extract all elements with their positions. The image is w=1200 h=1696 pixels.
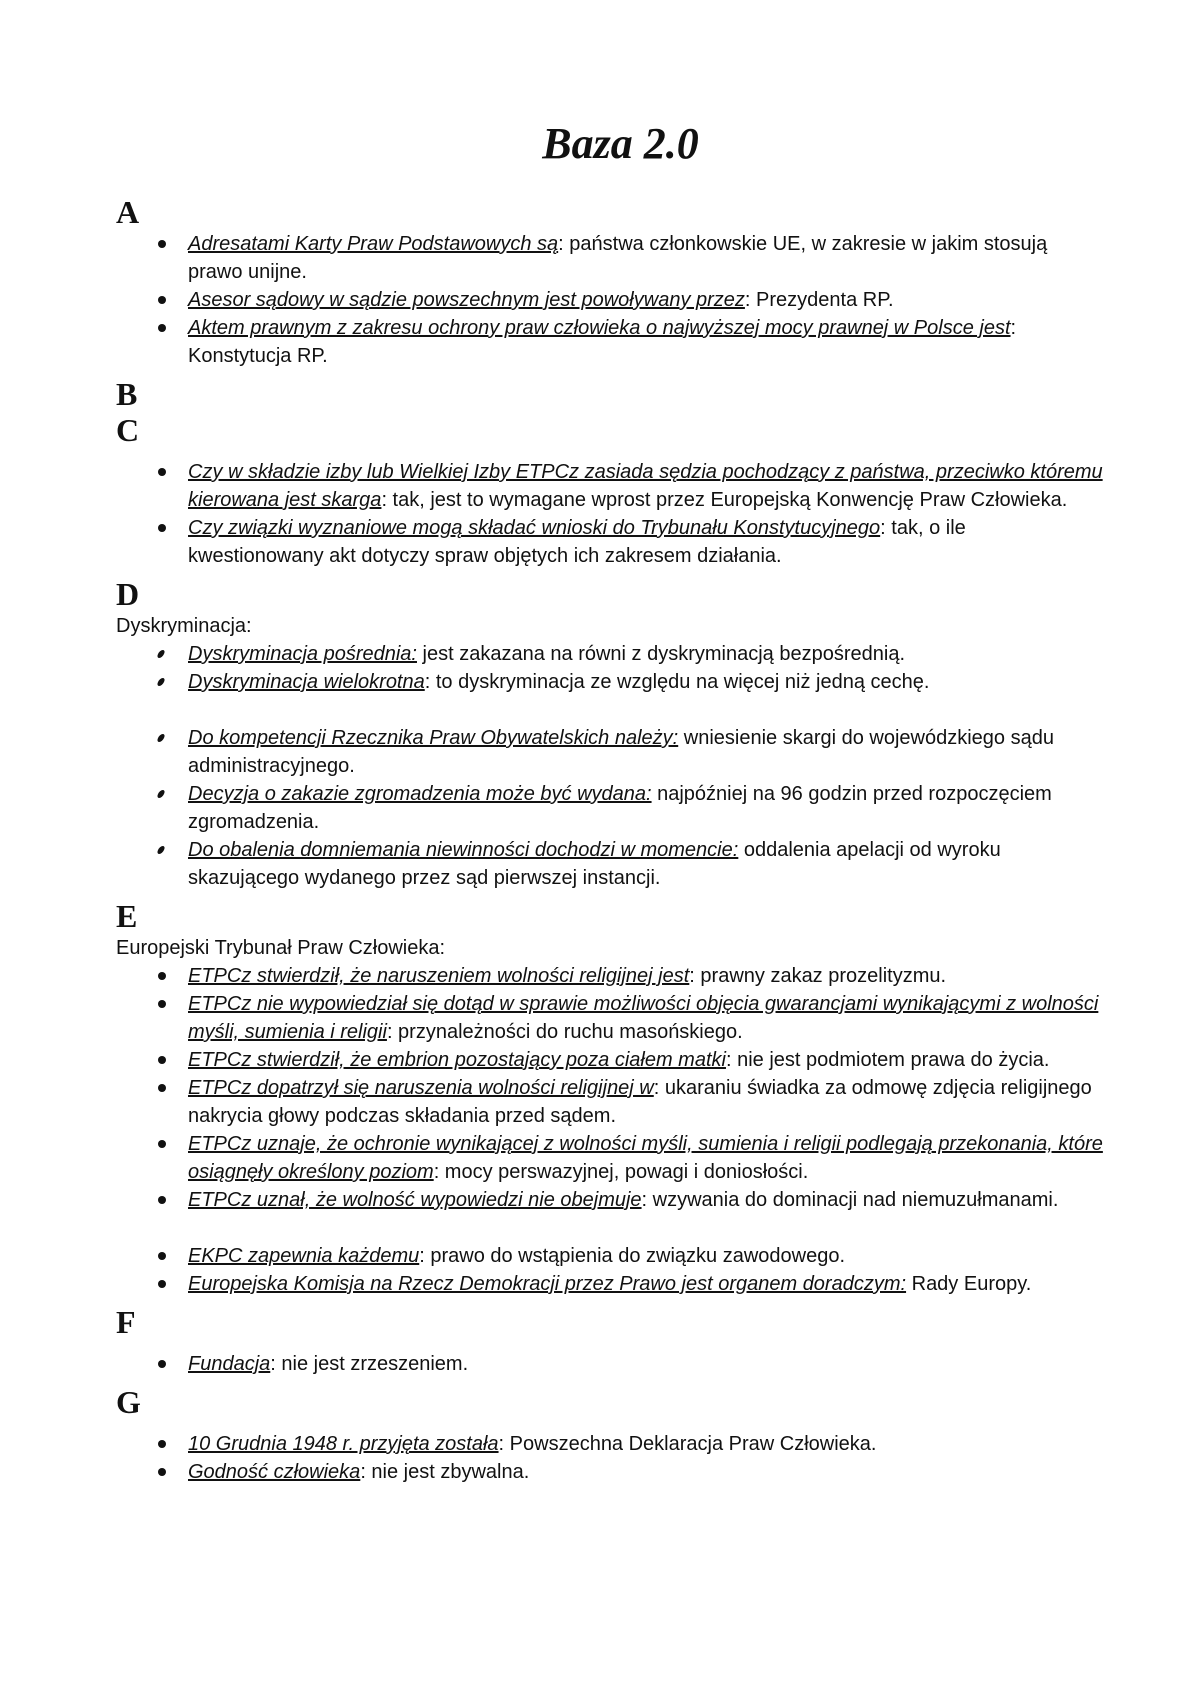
answer-text: : nie jest zbywalna. [360, 1461, 530, 1483]
section-letter-c: C [116, 412, 140, 448]
list-item [188, 668, 1105, 696]
question-text: Do obalenia domniemania niewinności dochodzi w momencie: [188, 839, 739, 861]
question-text: Dyskryminacja wielokrotna [188, 671, 425, 693]
answer-text: : tak, o ile kwestionowany akt dotyczy spraw objętych ich zakresem działania. [188, 517, 966, 567]
answer-text: : nie jest zrzeszeniem. [270, 1353, 469, 1375]
answer-text: : nie jest podmiotem prawa do życia. [725, 1049, 1050, 1071]
list-item [188, 1430, 1105, 1458]
list-item [188, 1458, 1105, 1486]
list-item [188, 1270, 1105, 1298]
section-d-list-2 [116, 724, 1105, 892]
question-text: Dyskryminacja pośrednia: [188, 643, 417, 665]
answer-text: : tak, jest to wymagane wprost przez Europejską Konwencję Praw Człowieka. [381, 489, 1068, 511]
list-item [188, 836, 1105, 892]
list-item [188, 314, 1105, 370]
list-item [188, 1130, 1105, 1186]
list-item [188, 1046, 1105, 1074]
question-text: Aktem prawnym z zakresu ochrony praw człowieka o najwyższej mocy prawnej w Polsce jest [188, 317, 1011, 339]
list-item [188, 514, 1105, 570]
question-text: EKPC zapewnia każdemu [188, 1245, 420, 1267]
section-letter-d: D [116, 576, 140, 612]
answer-text: : państwa członkowskie UE, w zakresie w jakim stosują prawo unijne. [188, 233, 1048, 283]
answer-text: : ukaraniu świadka za odmowę zdjęcia religijnego nakrycia głowy podczas składania przed sądem. [188, 1077, 1092, 1127]
section-c-list [116, 458, 1105, 570]
question-text: ETPCz uznaje, że ochronie wynikającej z wolności myśli, sumienia i religii podlegają przekonania, które osiągnęły określony poziom [188, 1133, 1103, 1183]
spacer [116, 1214, 1105, 1242]
answer-text: : prawny zakaz prozelityzmu. [689, 965, 947, 987]
question-text: 10 Grudnia 1948 r. przyjęta została [188, 1433, 499, 1455]
section-d-list [116, 640, 1105, 696]
section-letter-f: F [116, 1304, 136, 1340]
question-text: ETPCz stwierdził, że naruszeniem wolności religijnej jest [188, 965, 690, 987]
document-title: Baza 2.0 [542, 119, 699, 168]
section-letter-b: B [116, 376, 138, 412]
section-e-list [116, 962, 1105, 1214]
list-item [188, 286, 1105, 314]
list-item [188, 1074, 1105, 1130]
section-a-list [116, 230, 1105, 370]
question-text: Czy związki wyznaniowe mogą składać wnioski do Trybunału Konstytucyjnego [188, 517, 881, 539]
question-text: ETPCz nie wypowiedział się dotąd w sprawie możliwości objęcia gwarancjami wynikającymi z wolności myśli, sumienia i religii [188, 993, 1099, 1043]
answer-text: oddalenia apelacji od wyroku skazującego wydanego przez sąd pierwszej instancji. [188, 839, 1001, 889]
list-item [188, 1350, 1105, 1378]
list-item [188, 458, 1105, 514]
question-text: ETPCz stwierdził, że embrion pozostający poza ciałem matki [188, 1049, 726, 1071]
answer-text: jest zakazana na równi z dyskryminacją bezpośrednią. [416, 643, 906, 665]
section-e-list-2 [116, 1242, 1105, 1298]
list-item [188, 990, 1105, 1046]
section-letter-a: A [116, 194, 140, 230]
list-item [188, 640, 1105, 668]
question-text: Godność człowieka [188, 1461, 361, 1483]
question-text: Asesor sądowy w sądzie powszechnym jest powoływany przez [188, 289, 745, 311]
list-item [188, 1242, 1105, 1270]
question-text: Fundacja [188, 1353, 271, 1375]
list-item [188, 1186, 1105, 1214]
spacer [116, 696, 1105, 724]
question-text: ETPCz uznał, że wolność wypowiedzi nie obejmuje [188, 1189, 642, 1211]
section-d-intro: Dyskryminacja: [116, 615, 252, 637]
answer-text: wniesienie skargi do wojewódzkiego sądu administracyjnego. [188, 727, 1054, 777]
list-item [188, 724, 1105, 780]
answer-text: : mocy perswazyjnej, powagi i doniosłości. [433, 1161, 809, 1183]
list-item [188, 780, 1105, 836]
question-text: ETPCz dopatrzył się naruszenia wolności religijnej w [188, 1077, 654, 1099]
section-g-list [116, 1430, 1105, 1486]
answer-text: : wzywania do dominacji nad niemuzułmanami. [641, 1189, 1059, 1211]
answer-text: najpóźniej na 96 godzin przed rozpoczęciem zgromadzenia. [188, 783, 1052, 833]
section-f-list [116, 1350, 1105, 1378]
section-e-intro: Europejski Trybunał Praw Człowieka: [116, 937, 446, 959]
question-text: Decyzja o zakazie zgromadzenia może być wydana: [188, 783, 652, 805]
answer-text: : Konstytucja RP. [188, 317, 1017, 367]
question-text: Adresatami Karty Praw Podstawowych są [188, 233, 559, 255]
answer-text: : to dyskryminacja ze względu na więcej niż jedną cechę. [424, 671, 930, 693]
question-text: Czy w składzie izby lub Wielkiej Izby ETPCz zasiada sędzia pochodzący z państwa, przeciwko któremu kierowana jest skarga [188, 461, 1103, 511]
section-letter-g: G [116, 1384, 141, 1420]
answer-text: Rady Europy. [906, 1273, 1032, 1295]
answer-text: : Prezydenta RP. [744, 289, 894, 311]
list-item [188, 230, 1105, 286]
answer-text: : prawo do wstąpienia do związku zawodowego. [419, 1245, 846, 1267]
answer-text: : Powszechna Deklaracja Praw Człowieka. [498, 1433, 877, 1455]
answer-text: : przynależności do ruchu masońskiego. [386, 1021, 743, 1043]
section-letter-e: E [116, 898, 138, 934]
list-item [188, 962, 1105, 990]
question-text: Do kompetencji Rzecznika Praw Obywatelskich należy: [188, 727, 679, 749]
question-text: Europejska Komisja na Rzecz Demokracji przez Prawo jest organem doradczym: [188, 1273, 907, 1295]
